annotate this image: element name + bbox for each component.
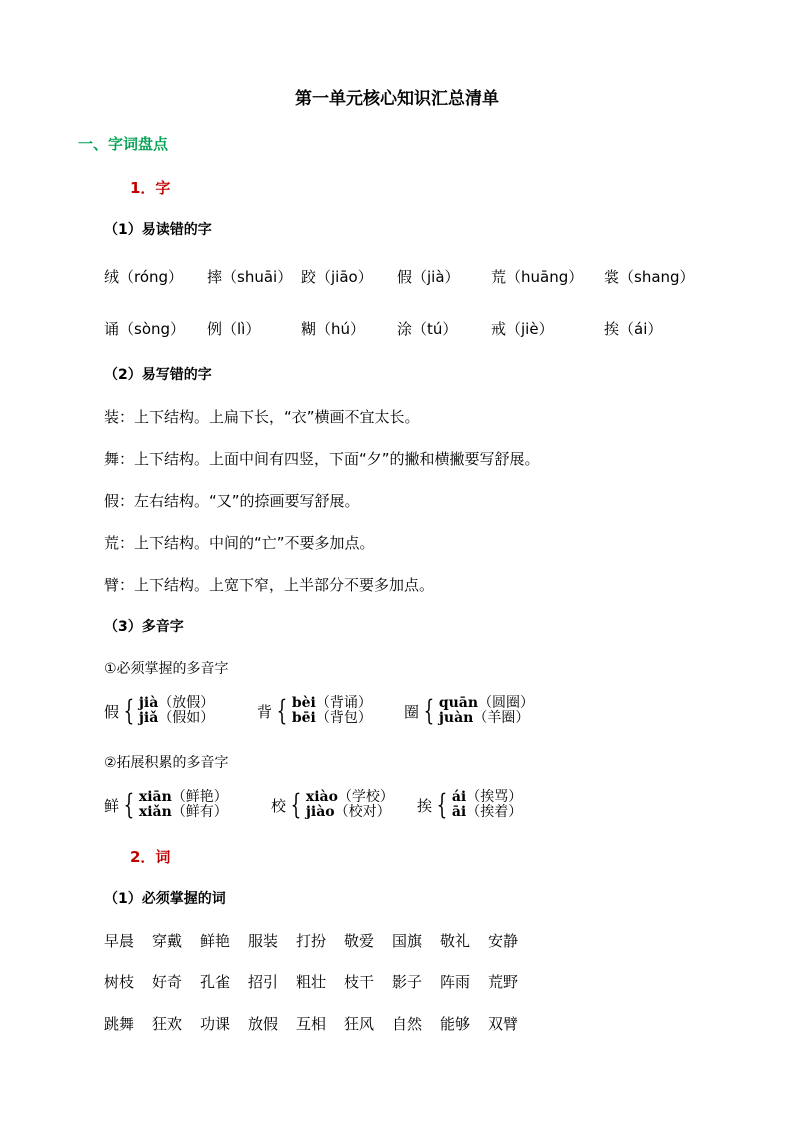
word-item: 功课 (200, 1015, 231, 1033)
easy-read-item: 例（lì） (207, 320, 261, 338)
easy-read-item: 荒（huāng） (491, 268, 584, 286)
section-heading-words: 一、字词盘点 (78, 135, 169, 153)
word-item: 枝干 (344, 973, 375, 991)
word-item: 孔雀 (200, 973, 231, 991)
word-item: 荒野 (488, 973, 519, 991)
polyphonic-entry (417, 790, 522, 820)
easy-read-item: 诵（sòng） (104, 320, 186, 338)
brace-icon: { (423, 694, 435, 727)
polyphonic-entry (257, 696, 372, 726)
word-item: 双臂 (488, 1015, 519, 1033)
polyphonic-char: 挨 (417, 796, 433, 815)
word-item: 狂风 (344, 1015, 375, 1033)
reading-line: xiān（鲜艳） (138, 789, 228, 805)
polyphonic-entry (404, 696, 534, 726)
easy-write-item: 臂：上下结构。上宽下窄，上半部分不要多加点。 (104, 576, 435, 594)
polyphonic-entry (271, 790, 394, 820)
reading-line: ái（挨骂） (451, 789, 523, 805)
subsection-heading-char: 1．字 (130, 179, 171, 197)
brace-icon: { (123, 788, 135, 821)
word-item: 好奇 (152, 973, 183, 991)
word-item: 阵雨 (440, 973, 471, 991)
polyphonic-char: 校 (271, 796, 287, 815)
word-item: 招引 (248, 973, 279, 991)
word-item: 安静 (488, 932, 519, 950)
word-item: 鲜艳 (200, 932, 231, 950)
reading-line: āi（挨着） (451, 804, 523, 820)
polyphonic-extend-label: ②拓展积累的多音字 (104, 755, 229, 771)
word-item: 打扮 (296, 932, 327, 950)
brace-icon: { (436, 788, 448, 821)
word-item: 跳舞 (104, 1015, 135, 1033)
polyphonic-entry (104, 696, 214, 726)
polyphonic-char: 圈 (404, 702, 420, 721)
word-item: 敬爱 (344, 932, 375, 950)
easy-write-item: 舞：上下结构。上面中间有四竖，下面“夕”的撇和横撇要写舒展。 (104, 450, 540, 468)
reading-line: jià（放假） (138, 695, 215, 711)
polyphonic-must-label: ①必须掌握的多音字 (104, 661, 229, 677)
heading-polyphonic: （3）多音字 (104, 619, 184, 635)
reading-line: juàn（羊圈） (438, 710, 530, 726)
word-item: 互相 (296, 1015, 327, 1033)
polyphonic-char: 假 (104, 702, 120, 721)
word-item: 能够 (440, 1015, 471, 1033)
reading-line: bēi（背包） (291, 710, 372, 726)
word-item: 狂欢 (152, 1015, 183, 1033)
polyphonic-char: 背 (257, 702, 273, 721)
easy-write-item: 荒：上下结构。中间的“亡”不要多加点。 (104, 534, 375, 552)
reading-line: jiào（校对） (305, 804, 391, 820)
easy-read-item: 摔（shuāi） (207, 268, 293, 286)
word-item: 粗壮 (296, 973, 327, 991)
easy-read-item: 假（jià） (397, 268, 460, 286)
reading-line: quān（圆圈） (438, 695, 535, 711)
polyphonic-char: 鲜 (104, 796, 120, 815)
page-title: 第一单元核心知识汇总清单 (295, 89, 499, 109)
easy-read-item: 糊（hú） (301, 320, 366, 338)
heading-must-words: （1）必须掌握的词 (104, 891, 226, 907)
word-item: 树枝 (104, 973, 135, 991)
easy-write-item: 装：上下结构。上扁下长，“衣”横画不宜太长。 (104, 408, 420, 426)
brace-icon: { (290, 788, 302, 821)
word-item: 敬礼 (440, 932, 471, 950)
reading-line: xiào（学校） (305, 789, 394, 805)
word-item: 穿戴 (152, 932, 183, 950)
heading-easy-write: （2）易写错的字 (104, 367, 212, 383)
easy-read-item: 涂（tú） (397, 320, 458, 338)
reading-line: bèi（背诵） (291, 695, 372, 711)
word-item: 服装 (248, 932, 279, 950)
word-item: 自然 (392, 1015, 423, 1033)
easy-read-item: 挨（ái） (604, 320, 663, 338)
easy-read-item: 戒（jiè） (491, 320, 554, 338)
easy-read-item: 裳（shang） (604, 268, 695, 286)
easy-read-item: 跤（jiāo） (301, 268, 373, 286)
subsection-heading-words: 2．词 (130, 848, 171, 866)
heading-easy-read: （1）易读错的字 (104, 222, 212, 238)
word-item: 放假 (248, 1015, 279, 1033)
reading-line: xiǎn（鲜有） (138, 804, 228, 820)
easy-write-item: 假：左右结构。“又”的捺画要写舒展。 (104, 492, 360, 510)
word-item: 国旗 (392, 932, 423, 950)
reading-line: jiǎ（假如） (138, 710, 215, 726)
easy-read-item: 绒（róng） (104, 268, 184, 286)
word-item: 影子 (392, 973, 423, 991)
brace-icon: { (123, 694, 135, 727)
brace-icon: { (276, 694, 288, 727)
polyphonic-entry (104, 790, 228, 820)
word-item: 早晨 (104, 932, 135, 950)
